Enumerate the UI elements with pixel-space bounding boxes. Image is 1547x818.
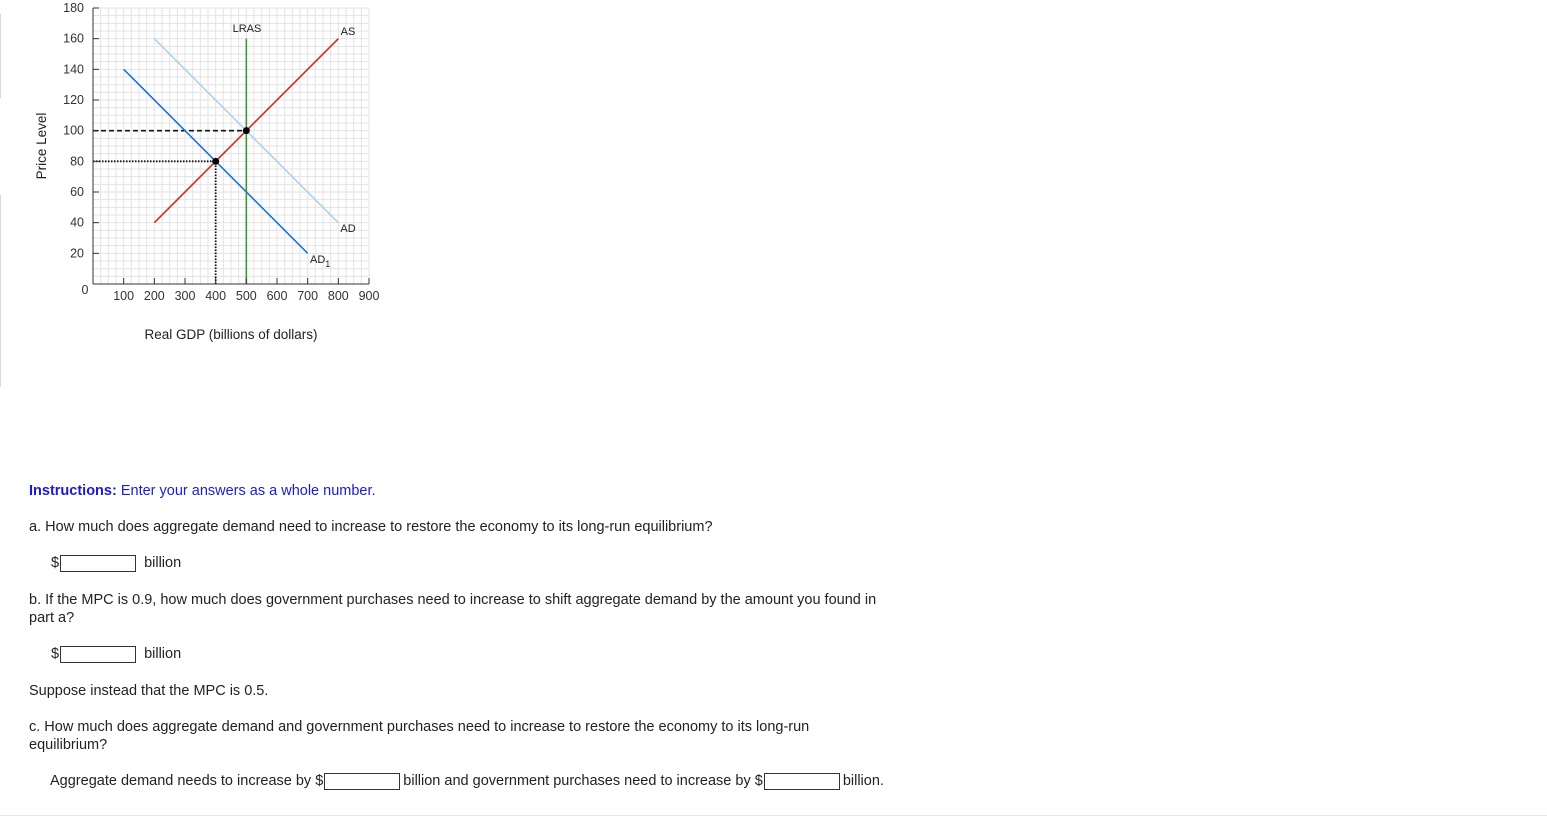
- answer-c-prefix: Aggregate demand needs to increase by: [50, 773, 312, 789]
- equilibrium-point: [243, 127, 250, 134]
- answer-row-c: [50, 772, 884, 790]
- ad1-label-main: AD: [310, 254, 326, 266]
- y-tick-label: 140: [63, 62, 84, 77]
- y-tick-label: 100: [63, 123, 84, 138]
- unit-label-b: billion: [144, 646, 182, 662]
- equilibrium-point: [212, 158, 219, 165]
- aggregate-supply-demand-chart: [0, 0, 400, 350]
- y-tick-label: 20: [70, 246, 84, 261]
- x-tick-label: 400: [205, 289, 227, 303]
- ad1-label-sub: 1: [325, 259, 331, 269]
- answer-a-input[interactable]: [60, 555, 136, 572]
- question-b-line1: b. If the MPC is 0.9, how much does government purchases need to increase to shift aggregate demand by the amount you found in: [29, 592, 877, 608]
- question-c-line2: equilibrium?: [29, 737, 108, 753]
- question-a: a. How much does aggregate demand need to increase to restore the economy to its long-run equilibrium?: [29, 519, 713, 535]
- ad1-label: [310, 254, 330, 269]
- y-tick-label: 80: [70, 154, 84, 169]
- y-axis-title: Price Level: [34, 112, 49, 180]
- instructions: [29, 482, 376, 500]
- as-label: AS: [340, 26, 356, 38]
- currency-symbol-c1: $: [315, 773, 324, 789]
- instructions-label: Instructions:: [29, 483, 117, 499]
- y-tick-label: 160: [63, 31, 84, 46]
- instructions-text: Enter your answers as a whole number.: [120, 483, 376, 499]
- question-b-line2: part a?: [29, 610, 75, 626]
- answer-c-middle: billion and government purchases need to increase by: [403, 773, 751, 789]
- answer-row-a: [51, 554, 181, 572]
- unit-label-a: billion: [144, 555, 182, 571]
- lras-label: LRAS: [232, 23, 262, 35]
- answer-row-b: [51, 645, 181, 663]
- y-tick-label: 60: [70, 185, 84, 199]
- question-c-line1: c. How much does aggregate demand and government purchases need to increase to restore the economy to its long-run: [29, 719, 810, 735]
- currency-symbol-c2: $: [754, 773, 763, 789]
- origin-label: 0: [81, 283, 89, 297]
- answer-c-g-input[interactable]: [764, 773, 840, 790]
- bottom-divider: [0, 815, 1547, 816]
- x-tick-label: 600: [266, 289, 288, 303]
- ad-label: AD: [340, 223, 356, 235]
- y-tick-label: 40: [70, 215, 84, 230]
- x-tick-label: 500: [235, 289, 257, 303]
- x-tick-label: 100: [113, 289, 135, 303]
- x-axis-title: Real GDP (billions of dollars): [144, 327, 318, 342]
- currency-symbol-a: $: [51, 555, 60, 571]
- currency-symbol-b: $: [51, 646, 60, 662]
- x-tick-label: 700: [297, 289, 319, 303]
- x-tick-label: 900: [358, 289, 380, 303]
- answer-b-input[interactable]: [60, 646, 136, 663]
- answer-c-suffix: billion.: [842, 773, 884, 789]
- x-tick-label: 200: [143, 289, 165, 303]
- y-tick-label: 120: [63, 93, 84, 107]
- suppose-statement: Suppose instead that the MPC is 0.5.: [29, 683, 269, 699]
- x-tick-label: 300: [174, 289, 196, 303]
- y-tick-label: 180: [63, 1, 84, 15]
- x-tick-label: 800: [327, 289, 349, 303]
- answer-c-ad-input[interactable]: [324, 773, 400, 790]
